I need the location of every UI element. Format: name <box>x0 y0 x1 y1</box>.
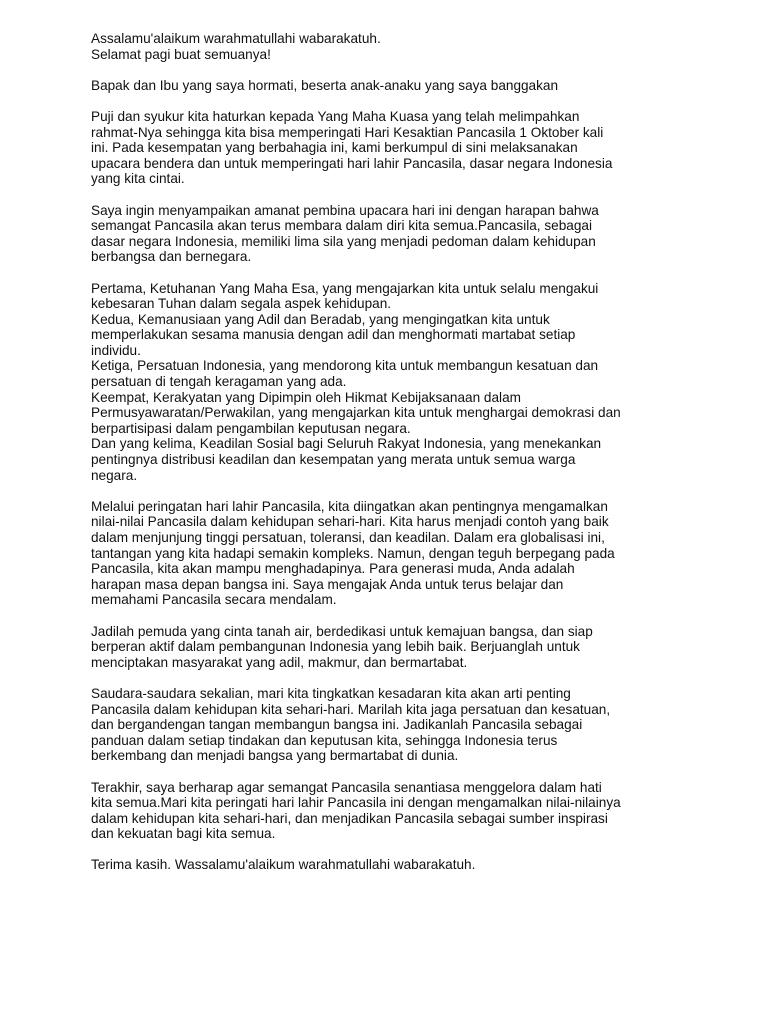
paragraph <box>91 857 691 873</box>
text-line: Puji dan syukur kita haturkan kepada Yang Maha Kuasa yang telah melimpahkan <box>91 108 580 124</box>
text-line: Kedua, Kemanusiaan yang Adil dan Beradab, yang mengingatkan kita untuk <box>91 311 550 327</box>
text-line: pentingnya distribusi keadilan dan kesempatan yang merata untuk semua warga <box>91 452 576 468</box>
text-line: dalam menjunjung tinggi persatuan, toleransi, dan keadilan. Dalam era globalisasi ini, <box>91 530 605 545</box>
text-line: Assalamu'alaikum warahmatullahi wabarakatuh. <box>91 31 381 46</box>
text-line: dalam kehidupan kita sehari-hari, dan menjadikan Pancasila sebagai sumber inspirasi <box>91 810 608 826</box>
paragraph <box>91 780 691 842</box>
text-line: Pertama, Ketuhanan Yang Maha Esa, yang mengajarkan kita untuk selalu mengakui <box>91 280 599 296</box>
text-line: Saya ingin menyampaikan amanat pembina upacara hari ini dengan harapan bahwa <box>91 202 599 218</box>
text-line: Bapak dan Ibu yang saya hormati, beserta anak-anaku yang saya banggakan <box>91 77 559 93</box>
text-line: Permusyawaratan/Perwakilan, yang mengajarkan kita untuk menghargai demokrasi dan <box>91 405 621 421</box>
text-line: memahami Pancasila secara mendalam. <box>91 592 337 608</box>
text-line: kebesaran Tuhan dalam segala aspek kehidupan. <box>91 296 392 312</box>
paragraph <box>91 686 691 764</box>
text-line: Melalui peringatan hari lahir Pancasila, kita diingatkan akan pentingnya mengamalkan <box>91 498 608 514</box>
paragraph <box>91 203 691 265</box>
text-line: Ketiga, Persatuan Indonesia, yang mendorong kita untuk membangun kesatuan dan <box>91 358 599 374</box>
text-line: negara. <box>91 467 138 483</box>
text-line: ini. Pada kesempatan yang berbahagia ini, kami berkumpul di sini melaksanakan <box>91 140 578 156</box>
text-line: Selamat pagi buat semuanya! <box>91 46 271 62</box>
text-line: Terakhir, saya berharap agar semangat Pancasila senantiasa menggelora dalam hati <box>91 779 602 795</box>
speech-text <box>91 31 691 889</box>
text-line: berpartisipasi dalam pengambilan keputusan negara. <box>91 420 411 436</box>
text-line: memperlakukan sesama manusia dengan adil dan menghormati martabat setiap <box>91 327 576 343</box>
text-line: berbangsa dan bernegara. <box>91 249 252 265</box>
text-line: semangat Pancasila akan terus membara dalam diri kita semua.Pancasila, sebagai <box>91 218 592 234</box>
text-line: upacara bendera dan untuk memperingati hari lahir Pancasila, dasar negara Indonesia <box>91 155 613 171</box>
paragraph <box>91 499 691 608</box>
text-line: Keempat, Kerakyatan yang Dipimpin oleh Hikmat Kebijaksanaan dalam <box>91 389 521 405</box>
paragraph <box>91 78 691 94</box>
text-line: nilai-nilai Pancasila dalam kehidupan sehari-hari. Kita harus menjadi contoh yang baik <box>91 514 609 530</box>
text-line: Pancasila, kita akan mampu menghadapinya. Para generasi muda, Anda adalah <box>91 561 575 577</box>
text-line: individu. <box>91 342 141 358</box>
text-line: Dan yang kelima, Keadilan Sosial bagi Seluruh Rakyat Indonesia, yang menekankan <box>91 436 602 452</box>
text-line: rahmat-Nya sehingga kita bisa memperingati Hari Kesaktian Pancasila 1 Oktober kali <box>91 124 604 140</box>
text-line: dasar negara Indonesia, memiliki lima sila yang menjadi pedoman dalam kehidupan <box>91 233 596 249</box>
text-line: yang kita cintai. <box>91 171 185 187</box>
text-line: dan bergandengan tangan membangun bangsa ini. Jadikanlah Pancasila sebagai <box>91 717 583 733</box>
text-line: Jadilah pemuda yang cinta tanah air, berdedikasi untuk kemajuan bangsa, dan siap <box>91 623 593 639</box>
text-line: dan kekuatan bagi kita semua. <box>91 826 276 842</box>
text-line: panduan dalam setiap tindakan dan keputusan kita, sehingga Indonesia terus <box>91 732 558 748</box>
text-line: Pancasila dalam kehidupan kita sehari-hari. Marilah kita jaga persatuan dan kesatuan, <box>91 701 611 717</box>
paragraph <box>91 624 691 671</box>
text-line: persatuan di tengah keragaman yang ada. <box>91 374 347 390</box>
text-line: menciptakan masyarakat yang adil, makmur, dan bermartabat. <box>91 654 468 670</box>
text-line: berperan aktif dalam pembangunan Indonesia yang lebih baik. Berjuanglah untuk <box>91 639 580 655</box>
text-line: harapan masa depan bangsa ini. Saya mengajak Anda untuk terus belajar dan <box>91 576 564 592</box>
paragraph <box>91 31 691 62</box>
text-line: Saudara-saudara sekalian, mari kita tingkatkan kesadaran kita akan arti penting <box>91 685 571 701</box>
text-line: kita semua.Mari kita peringati hari lahir Pancasila ini dengan mengamalkan nilai-nilainya <box>91 795 621 811</box>
text-line: berkembang dan menjadi bangsa yang bermartabat di dunia. <box>91 748 459 764</box>
text-line: Terima kasih. Wassalamu'alaikum warahmatullahi wabarakatuh. <box>91 857 476 873</box>
paragraph <box>91 281 691 484</box>
paragraph <box>91 109 691 187</box>
text-line: tantangan yang kita hadapi semakin kompleks. Namun, dengan teguh berpegang pada <box>91 545 615 561</box>
